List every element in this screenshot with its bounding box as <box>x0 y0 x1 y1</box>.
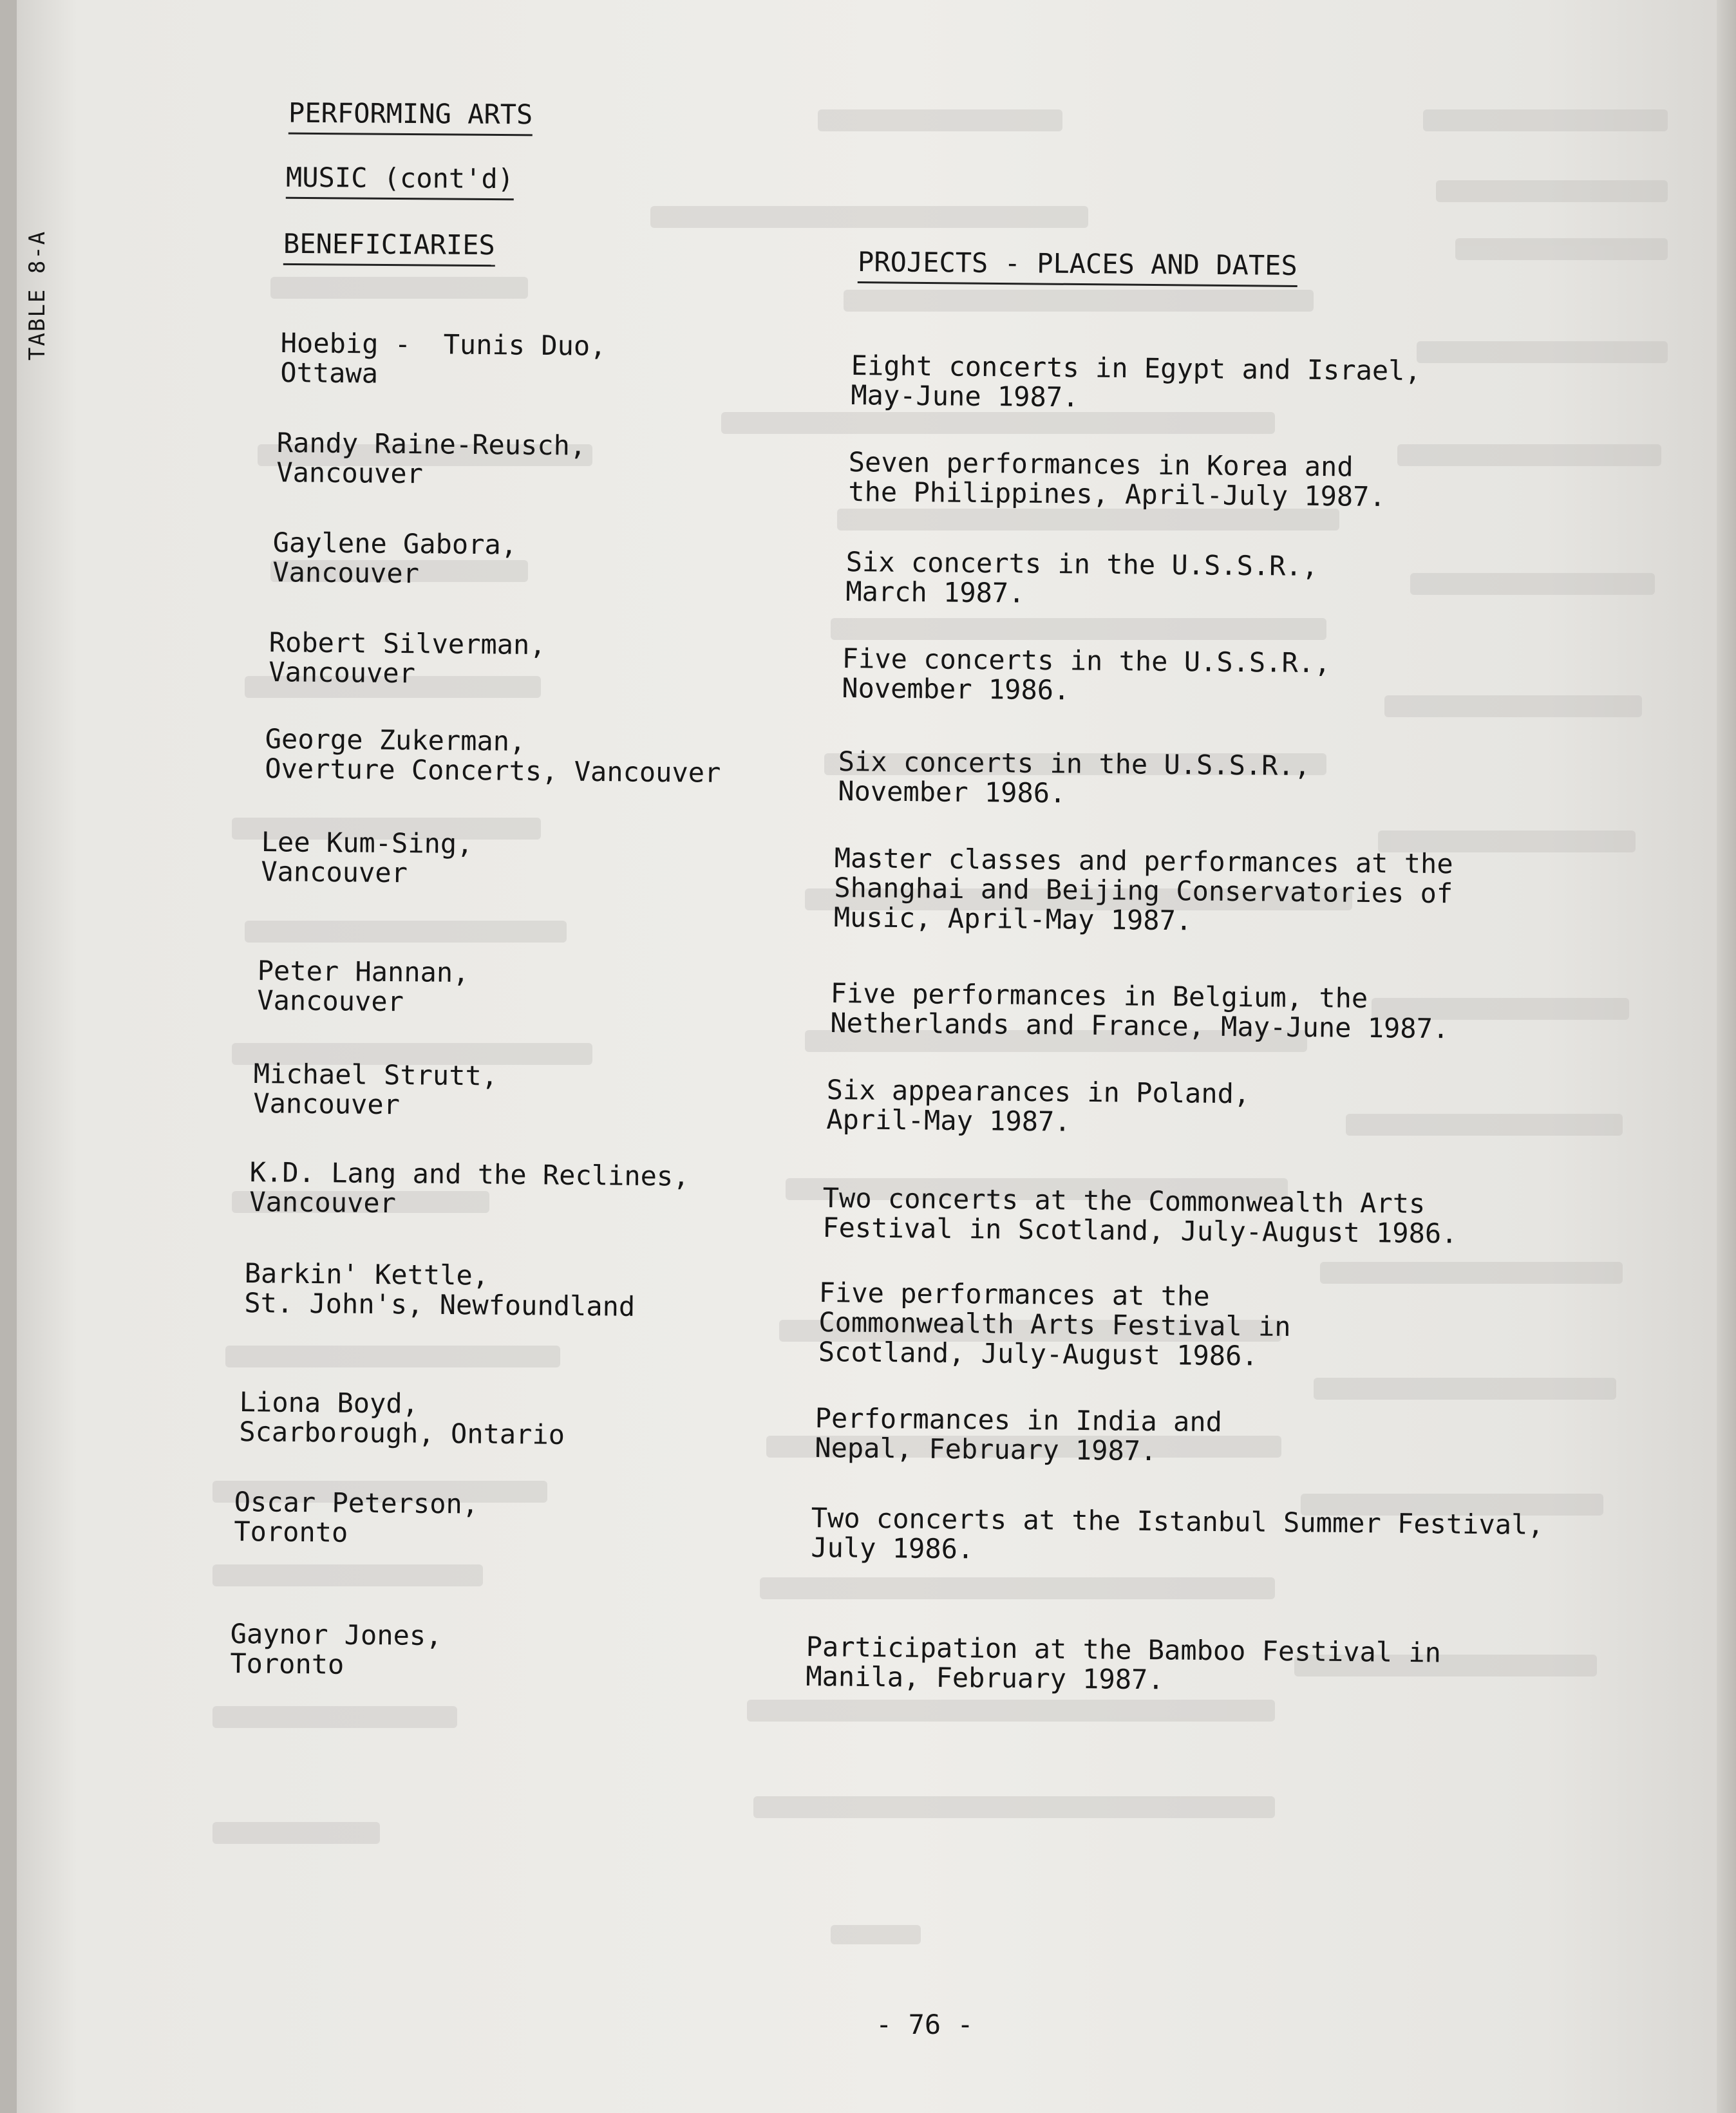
projects-column-header: PROJECTS - PLACES AND DATES <box>858 246 1297 287</box>
page-edge <box>1717 0 1736 2113</box>
project-description: Two concerts at the Istanbul Summer Festival, July 1986. <box>811 1502 1544 1565</box>
beneficiary-name: Gaynor Jones, Toronto <box>230 1618 442 1680</box>
project-description: Six concerts in the U.S.S.R., November 1986. <box>838 746 1311 809</box>
beneficiaries-column-header: BENEFICIARIES <box>283 228 495 267</box>
beneficiary-name: George Zukerman, Overture Concerts, Vancouver <box>265 723 721 789</box>
beneficiary-name: Randy Raine-Reusch, Vancouver <box>276 427 587 490</box>
project-description: Five concerts in the U.S.S.R., November 1986. <box>842 643 1331 706</box>
section-heading: PERFORMING ARTS <box>288 97 533 136</box>
project-description: Participation at the Bamboo Festival in Manila, February 1987. <box>806 1631 1442 1696</box>
beneficiary-name: Hoebig - Tunis Duo, Ottawa <box>280 327 607 390</box>
beneficiary-name: Oscar Peterson, Toronto <box>234 1486 479 1548</box>
beneficiary-name: Liona Boyd, Scarborough, Ontario <box>239 1386 565 1451</box>
project-description: Seven performances in Korea and the Philippines, April-July 1987. <box>848 446 1386 513</box>
beneficiary-name: Barkin' Kettle, St. John's, Newfoundland <box>244 1257 636 1322</box>
project-description: Six concerts in the U.S.S.R., March 1987. <box>845 546 1319 609</box>
page-number: - 76 - <box>876 2009 974 2040</box>
project-description: Performances in India and Nepal, February 1987. <box>815 1402 1223 1467</box>
project-description: Two concerts at the Commonwealth Arts Festival in Scotland, July-August 1986. <box>822 1182 1458 1250</box>
project-description: Five performances in Belgium, the Netherlands and France, May-June 1987. <box>830 977 1449 1045</box>
project-description: Eight concerts in Egypt and Israel, May-June 1987. <box>851 350 1421 413</box>
project-description: Six appearances in Poland, April-May 1987. <box>826 1074 1250 1138</box>
project-description: Five performances at the Commonwealth Arts Festival in Scotland, July-August 1986. <box>818 1277 1291 1372</box>
binding-edge <box>0 0 17 2113</box>
beneficiary-name: Gaylene Gabora, Vancouver <box>272 527 518 590</box>
beneficiary-name: K.D. Lang and the Reclines, Vancouver <box>249 1156 690 1219</box>
project-description: Master classes and performances at the Shanghai and Beijing Conservatories of Music, April-May 1987. <box>833 842 1453 937</box>
beneficiary-name: Lee Kum-Sing, Vancouver <box>261 826 473 889</box>
table-label: TABLE 8-A <box>24 230 50 361</box>
subsection-heading: MUSIC (cont'd) <box>286 162 514 200</box>
beneficiary-name: Michael Strutt, Vancouver <box>253 1058 498 1121</box>
beneficiary-name: Peter Hannan, Vancouver <box>257 955 469 1018</box>
beneficiary-name: Robert Silverman, Vancouver <box>269 626 546 690</box>
